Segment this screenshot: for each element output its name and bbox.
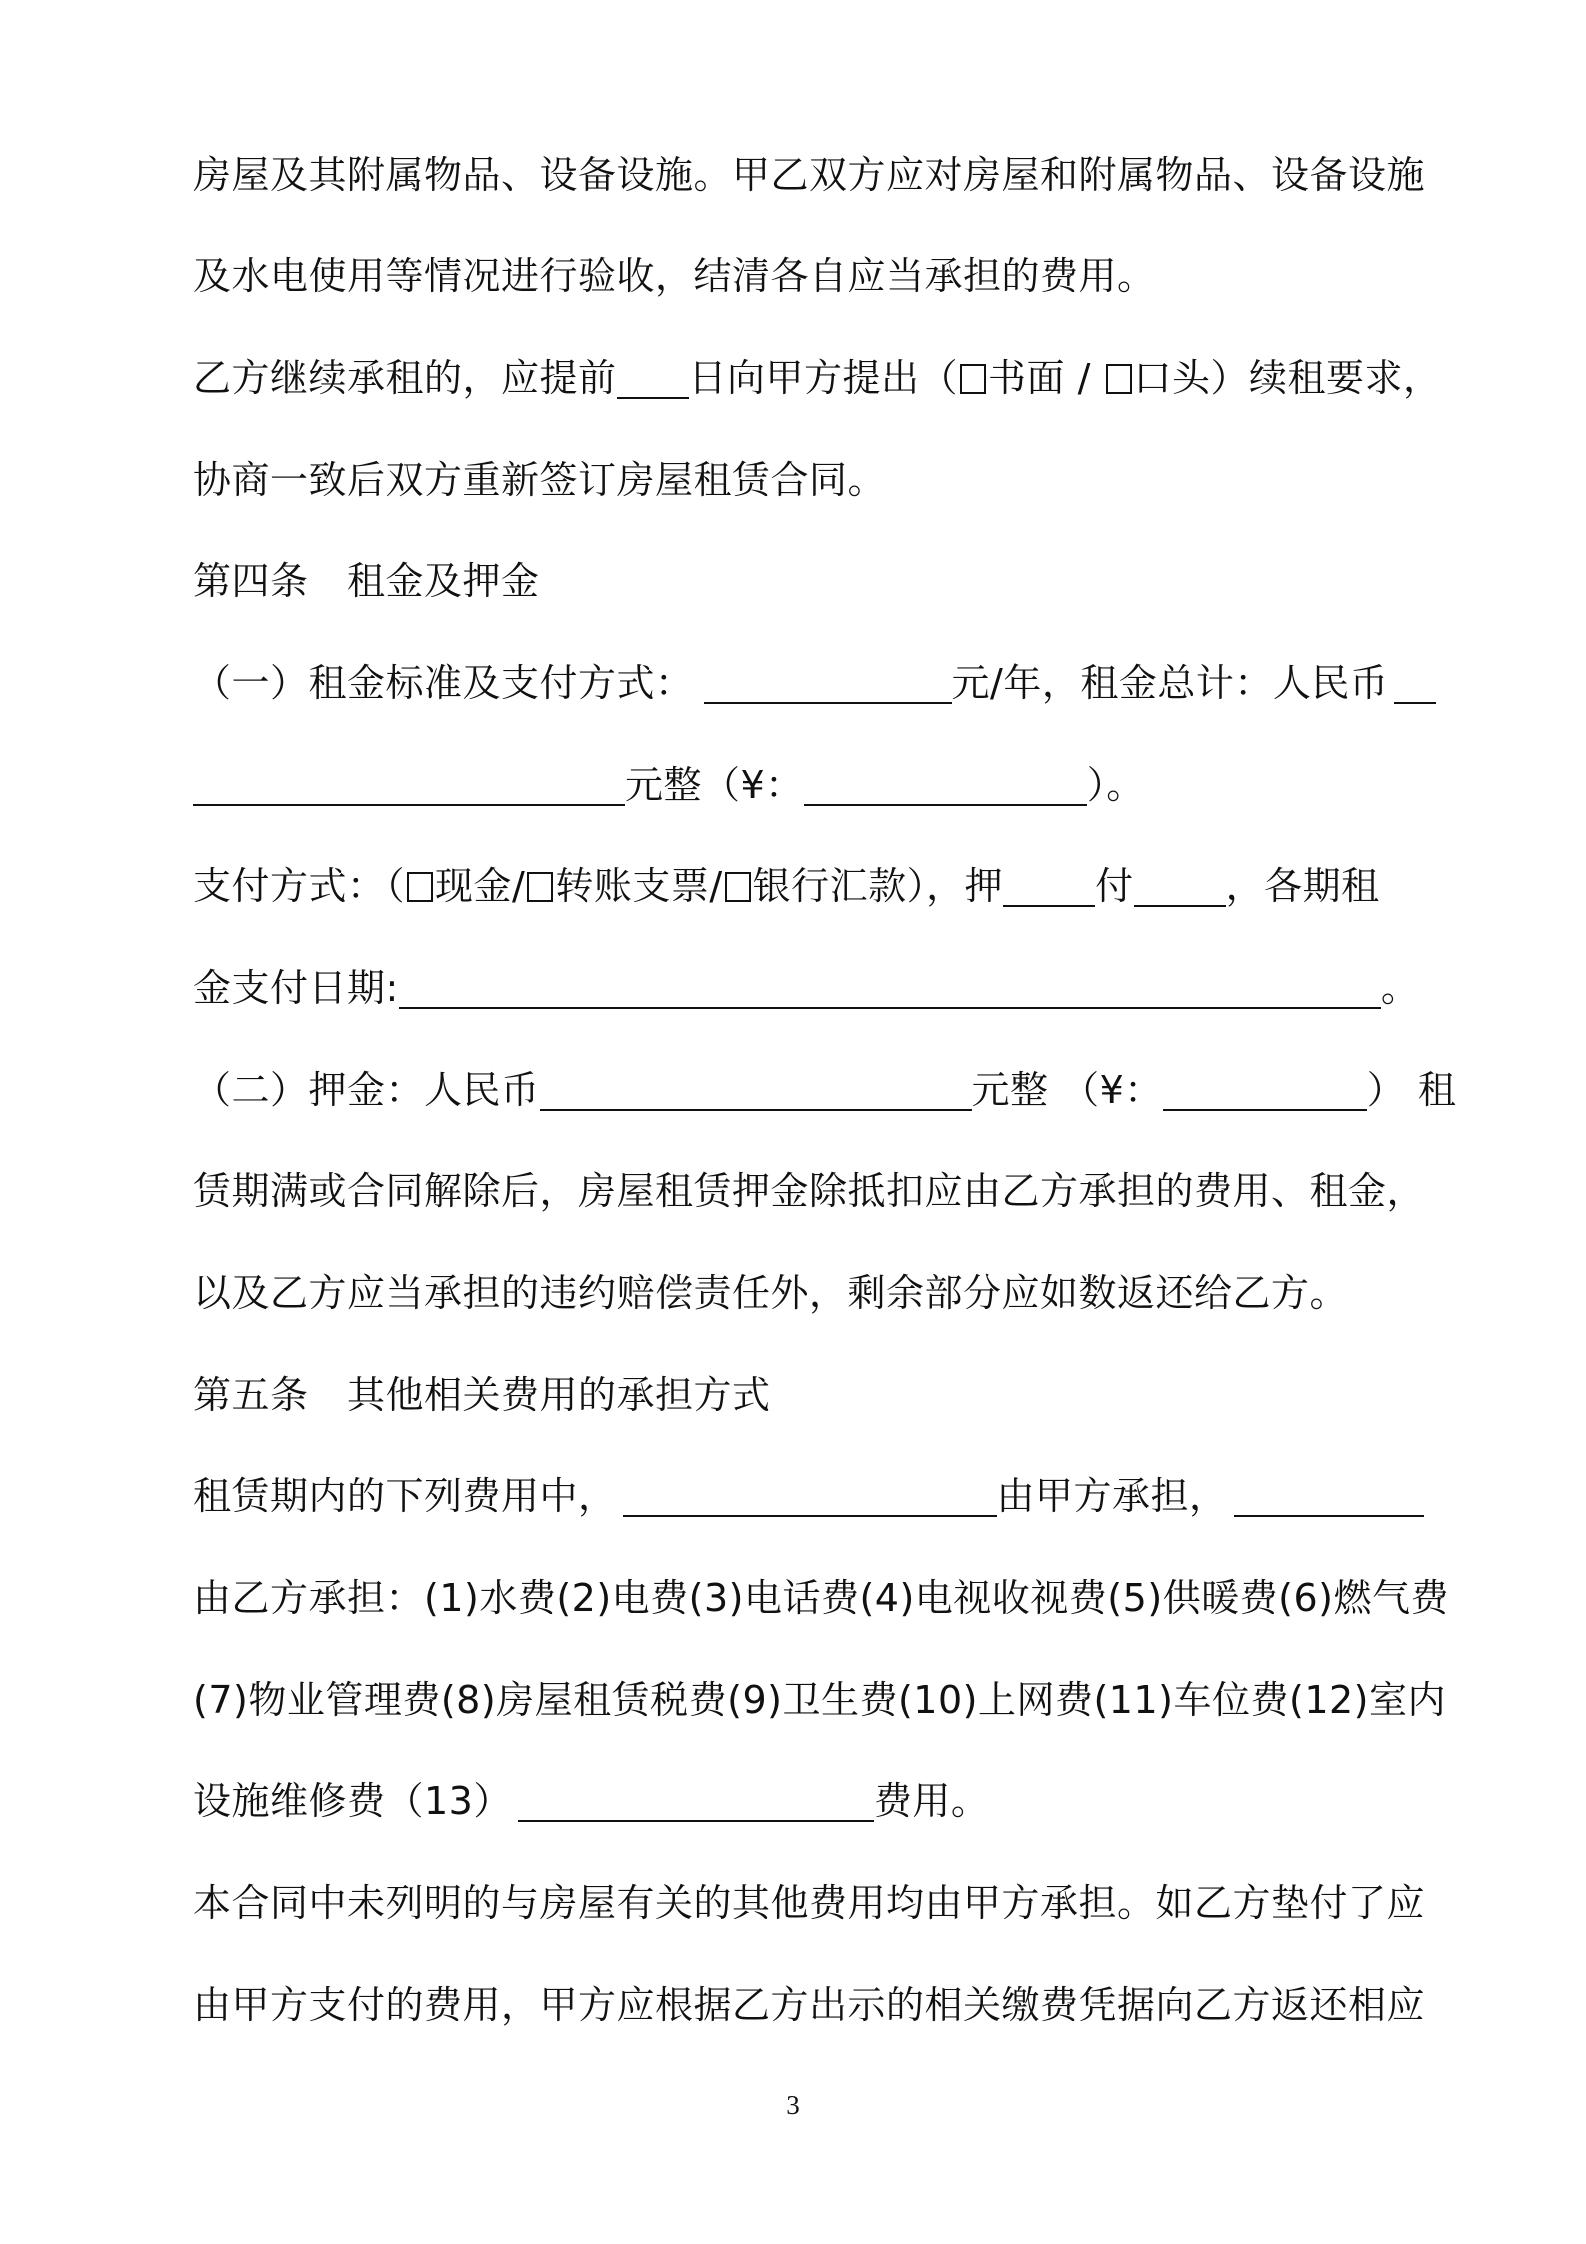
payment-method-line: 支付方式：（ 现金/ 转账支票/ 银行汇款），押 付 ，各期租 xyxy=(193,856,1413,916)
rent-total-number-blank[interactable] xyxy=(804,760,1087,806)
deposit-words-blank[interactable] xyxy=(540,1065,972,1111)
rent-total-words-blank[interactable] xyxy=(193,760,625,806)
pay-months-blank[interactable] xyxy=(1134,861,1226,907)
tenant-fees-blank[interactable] xyxy=(1234,1471,1424,1517)
rent-total-line: 元整（¥： ）。 xyxy=(193,755,1413,815)
fees-assignment-line: 租赁期内的下列费用中， 由甲方承担， xyxy=(193,1466,1413,1526)
deposit-months-blank[interactable] xyxy=(1003,861,1095,907)
deposit-line: （二）押金：人民币 元整 （¥： ） 租 xyxy=(193,1060,1413,1120)
rent-total-blank-start[interactable] xyxy=(1394,658,1436,704)
text-line-19: 由甲方支付的费用，甲方应根据乙方出示的相关缴费凭据向乙方返还相应 xyxy=(193,1983,1426,2027)
payment-date-blank[interactable] xyxy=(399,963,1381,1009)
annual-rent-blank[interactable] xyxy=(704,658,952,704)
landlord-fees-blank[interactable] xyxy=(623,1471,997,1517)
written-checkbox[interactable] xyxy=(960,364,986,394)
other-fee-blank[interactable] xyxy=(518,1776,874,1822)
oral-checkbox[interactable] xyxy=(1106,364,1132,394)
text-line-15: 由乙方承担：(1)水费(2)电费(3)电话费(4)电视收视费(5)供暖费(6)燃气费 xyxy=(193,1576,1449,1620)
other-fee-line: 设施维修费（13） 费用。 xyxy=(193,1771,1413,1831)
article-5-heading: 第五条 其他相关费用的承担方式 xyxy=(193,1373,771,1417)
text-line-4: 协商一致后双方重新签订房屋租赁合同。 xyxy=(193,458,887,502)
text-line-11: 赁期满或合同解除后，房屋租赁押金除抵扣应由乙方承担的费用、租金， xyxy=(193,1169,1426,1213)
deposit-number-blank[interactable] xyxy=(1163,1065,1367,1111)
cash-checkbox[interactable] xyxy=(407,872,433,902)
text-line-12: 以及乙方应当承担的违约赔偿责任外，剩余部分应如数返还给乙方。 xyxy=(193,1271,1349,1315)
renewal-line: 乙方继续承租的，应提前 日向甲方提出（ 书面 / 口头）续租要求， xyxy=(193,348,1413,408)
page-number: 3 xyxy=(786,2090,800,2120)
renewal-days-blank[interactable] xyxy=(617,353,689,399)
text-line-16: (7)物业管理费(8)房屋租赁税费(9)卫生费(10)上网费(11)车位费(12)室内 xyxy=(193,1678,1446,1722)
text-line-2: 及水电使用等情况进行验收，结清各自应当承担的费用。 xyxy=(193,254,1156,298)
text-line-18: 本合同中未列明的与房屋有关的其他费用均由甲方承担。如乙方垫付了应 xyxy=(193,1881,1426,1925)
rent-standard-line: （一）租金标准及支付方式： 元/年，租金总计：人民币 xyxy=(193,653,1413,713)
text-line-1: 房屋及其附属物品、设备设施。甲乙双方应对房屋和附属物品、设备设施 xyxy=(193,153,1426,197)
bank-draft-checkbox[interactable] xyxy=(725,872,751,902)
check-checkbox[interactable] xyxy=(527,872,553,902)
payment-date-line: 金支付日期: 。 xyxy=(193,958,1413,1018)
article-4-heading: 第四条 租金及押金 xyxy=(193,559,540,603)
